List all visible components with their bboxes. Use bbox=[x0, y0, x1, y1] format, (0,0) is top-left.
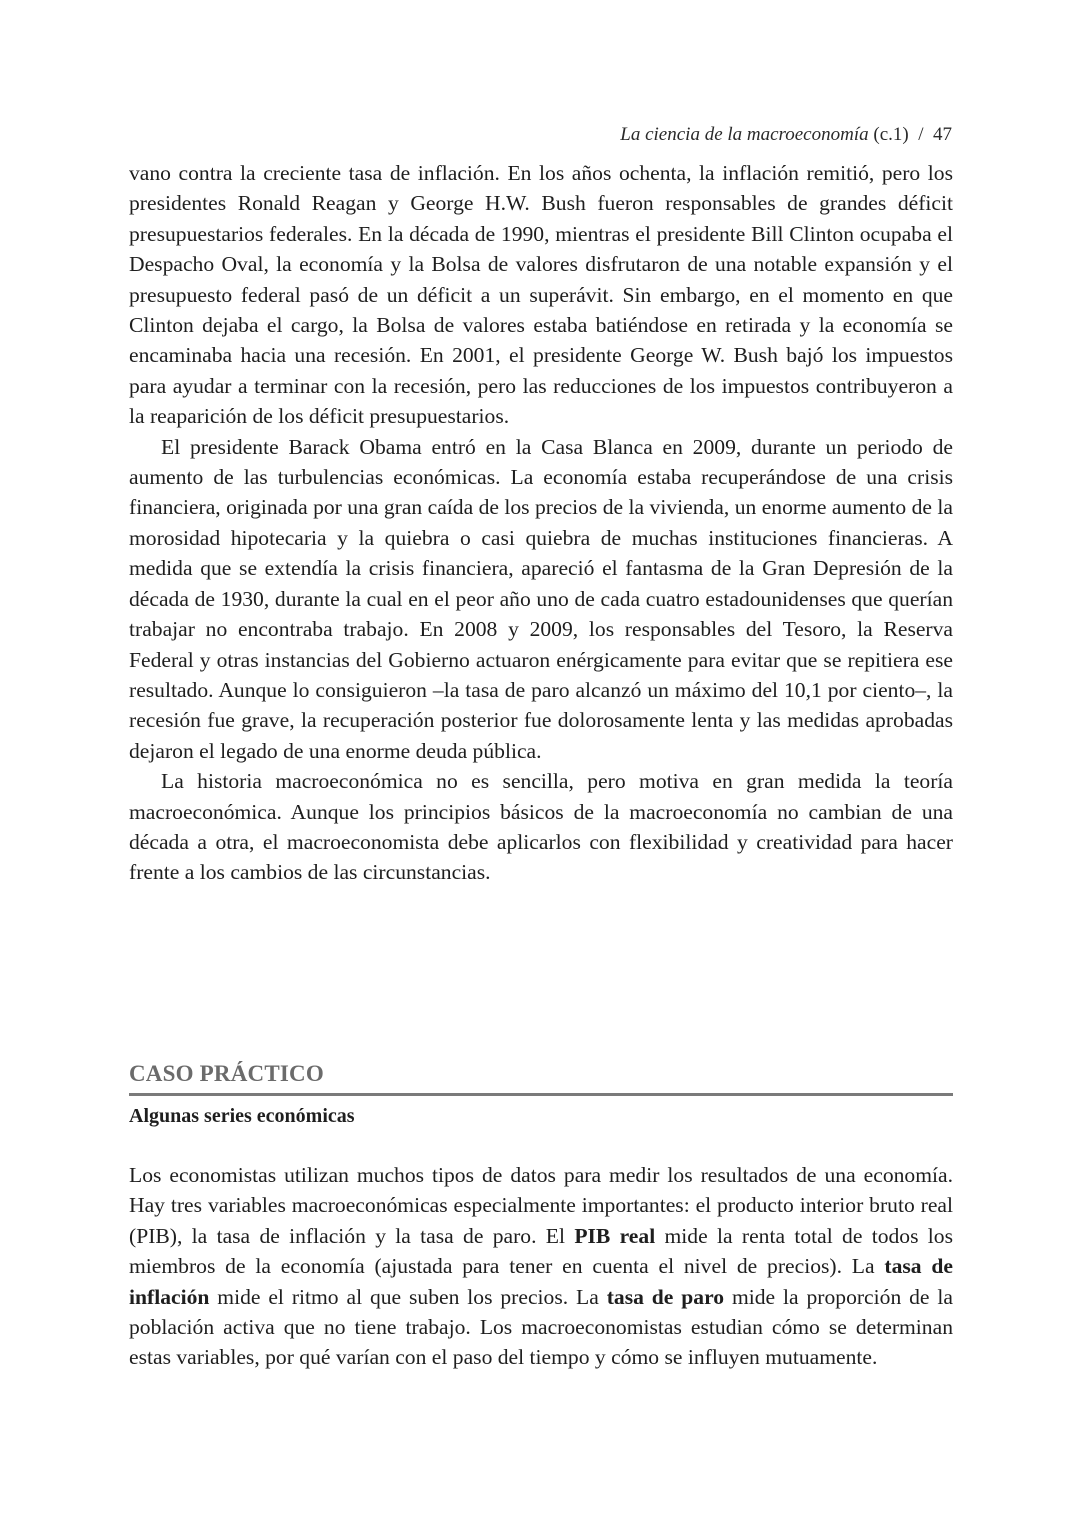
case-study-title: Algunas series económicas bbox=[129, 1105, 355, 1127]
paragraph-history: La historia macroeconómica no es sencilla, pero motiva en gran medida la teoría macroeconómica. Aunque los principios básicos de la macroeconomía no cambian de una década a otra, el macroeconomista debe aplicarlos con flexibilidad y creatividad para hacer frente a los cambios de las circunstancias. bbox=[129, 769, 953, 885]
chapter-number: (c.1) bbox=[873, 124, 909, 145]
case-study-body bbox=[129, 1160, 953, 1373]
paragraph-continuation: vano contra la creciente tasa de inflación. En los años ochenta, la inflación remitió, pero los presidentes Ronald Reagan y George H.W. Bush fueron responsables de grandes déficit presupuestarios federales. En la década de 1990, mientras el presidente Bill Clinton ocupaba el Despacho Oval, la economía y la Bolsa de valores disfrutaron de una notable expansión y el presupuesto federal pasó de un déficit a un superávit. Sin embargo, en el momento en que Clinton dejaba el cargo, la Bolsa de valores estaba batiéndose en retirada y la economía se encaminaba hacia una recesión. En 2001, el presidente George W. Bush bajó los impuestos para ayudar a terminar con la recesión, pero las reducciones de los impuestos contribuyeron a la reaparición de los déficit presupuestarios. bbox=[129, 161, 953, 429]
case-study-paragraph bbox=[129, 1160, 953, 1373]
case-study-header bbox=[129, 1058, 953, 1130]
term-tasa-paro: tasa de paro bbox=[606, 1284, 725, 1309]
header-separator: / bbox=[918, 124, 924, 145]
term-tasa-inflacion: tasa de inflación bbox=[129, 1254, 953, 1309]
text-run: mide la proporción de la población activa que no tiene trabajo. Los macroeconomistas estudian cómo se determinan estas variables, por qué varían con el paso del tiempo y cómo se influyen mutuamente. bbox=[129, 1284, 953, 1370]
chapter-title: La ciencia de la macroeconomía bbox=[620, 124, 869, 145]
running-header bbox=[620, 124, 952, 146]
text-run: mide la renta total de todos los miembros de la economía (ajustada para tener en cuenta el nivel de precios). La bbox=[129, 1223, 954, 1279]
text-run: mide el ritmo al que suben los precios. La bbox=[209, 1284, 607, 1309]
text-run: Los economistas utilizan muchos tipos de datos para medir los resultados de una economía. Hay tres variables macroeconómicas especialmente importantes: el producto interior bruto real (PIB), la tasa de inflación y la tasa de paro. El bbox=[129, 1163, 953, 1248]
case-study-label: CASO PRÁCTICO bbox=[129, 1058, 953, 1096]
main-body-text bbox=[129, 158, 953, 888]
paragraph-obama: El presidente Barack Obama entró en la Casa Blanca en 2009, durante un periodo de aumento de las turbulencias económicas. La economía estaba recuperándose de una crisis financiera, originada por una gran caída de los precios de la vivienda, un enorme aumento de la morosidad hipotecaria y la quiebra o casi quiebra de muchas instituciones financieras. A medida que se extendía la crisis financiera, apareció el fantasma de la Gran Depresión de la década de 1930, durante la cual en el peor año uno de cada cuatro estadounidenses que querían trabajar no encontraba trabajo. En 2008 y 2009, los responsables del Tesoro, la Reserva Federal y otras instancias del Gobierno actuaron enérgicamente para evitar que se repitiera ese resultado. Aunque lo consiguieron –la tasa de paro alcanzó un máximo del 10,1 por ciento–, la recesión fue grave, la recuperación posterior fue dolorosamente lenta y las medidas aprobadas dejaron el legado de una enorme deuda pública. bbox=[129, 434, 953, 763]
page-number: 47 bbox=[933, 124, 952, 145]
term-pib-real: PIB real bbox=[574, 1223, 656, 1248]
